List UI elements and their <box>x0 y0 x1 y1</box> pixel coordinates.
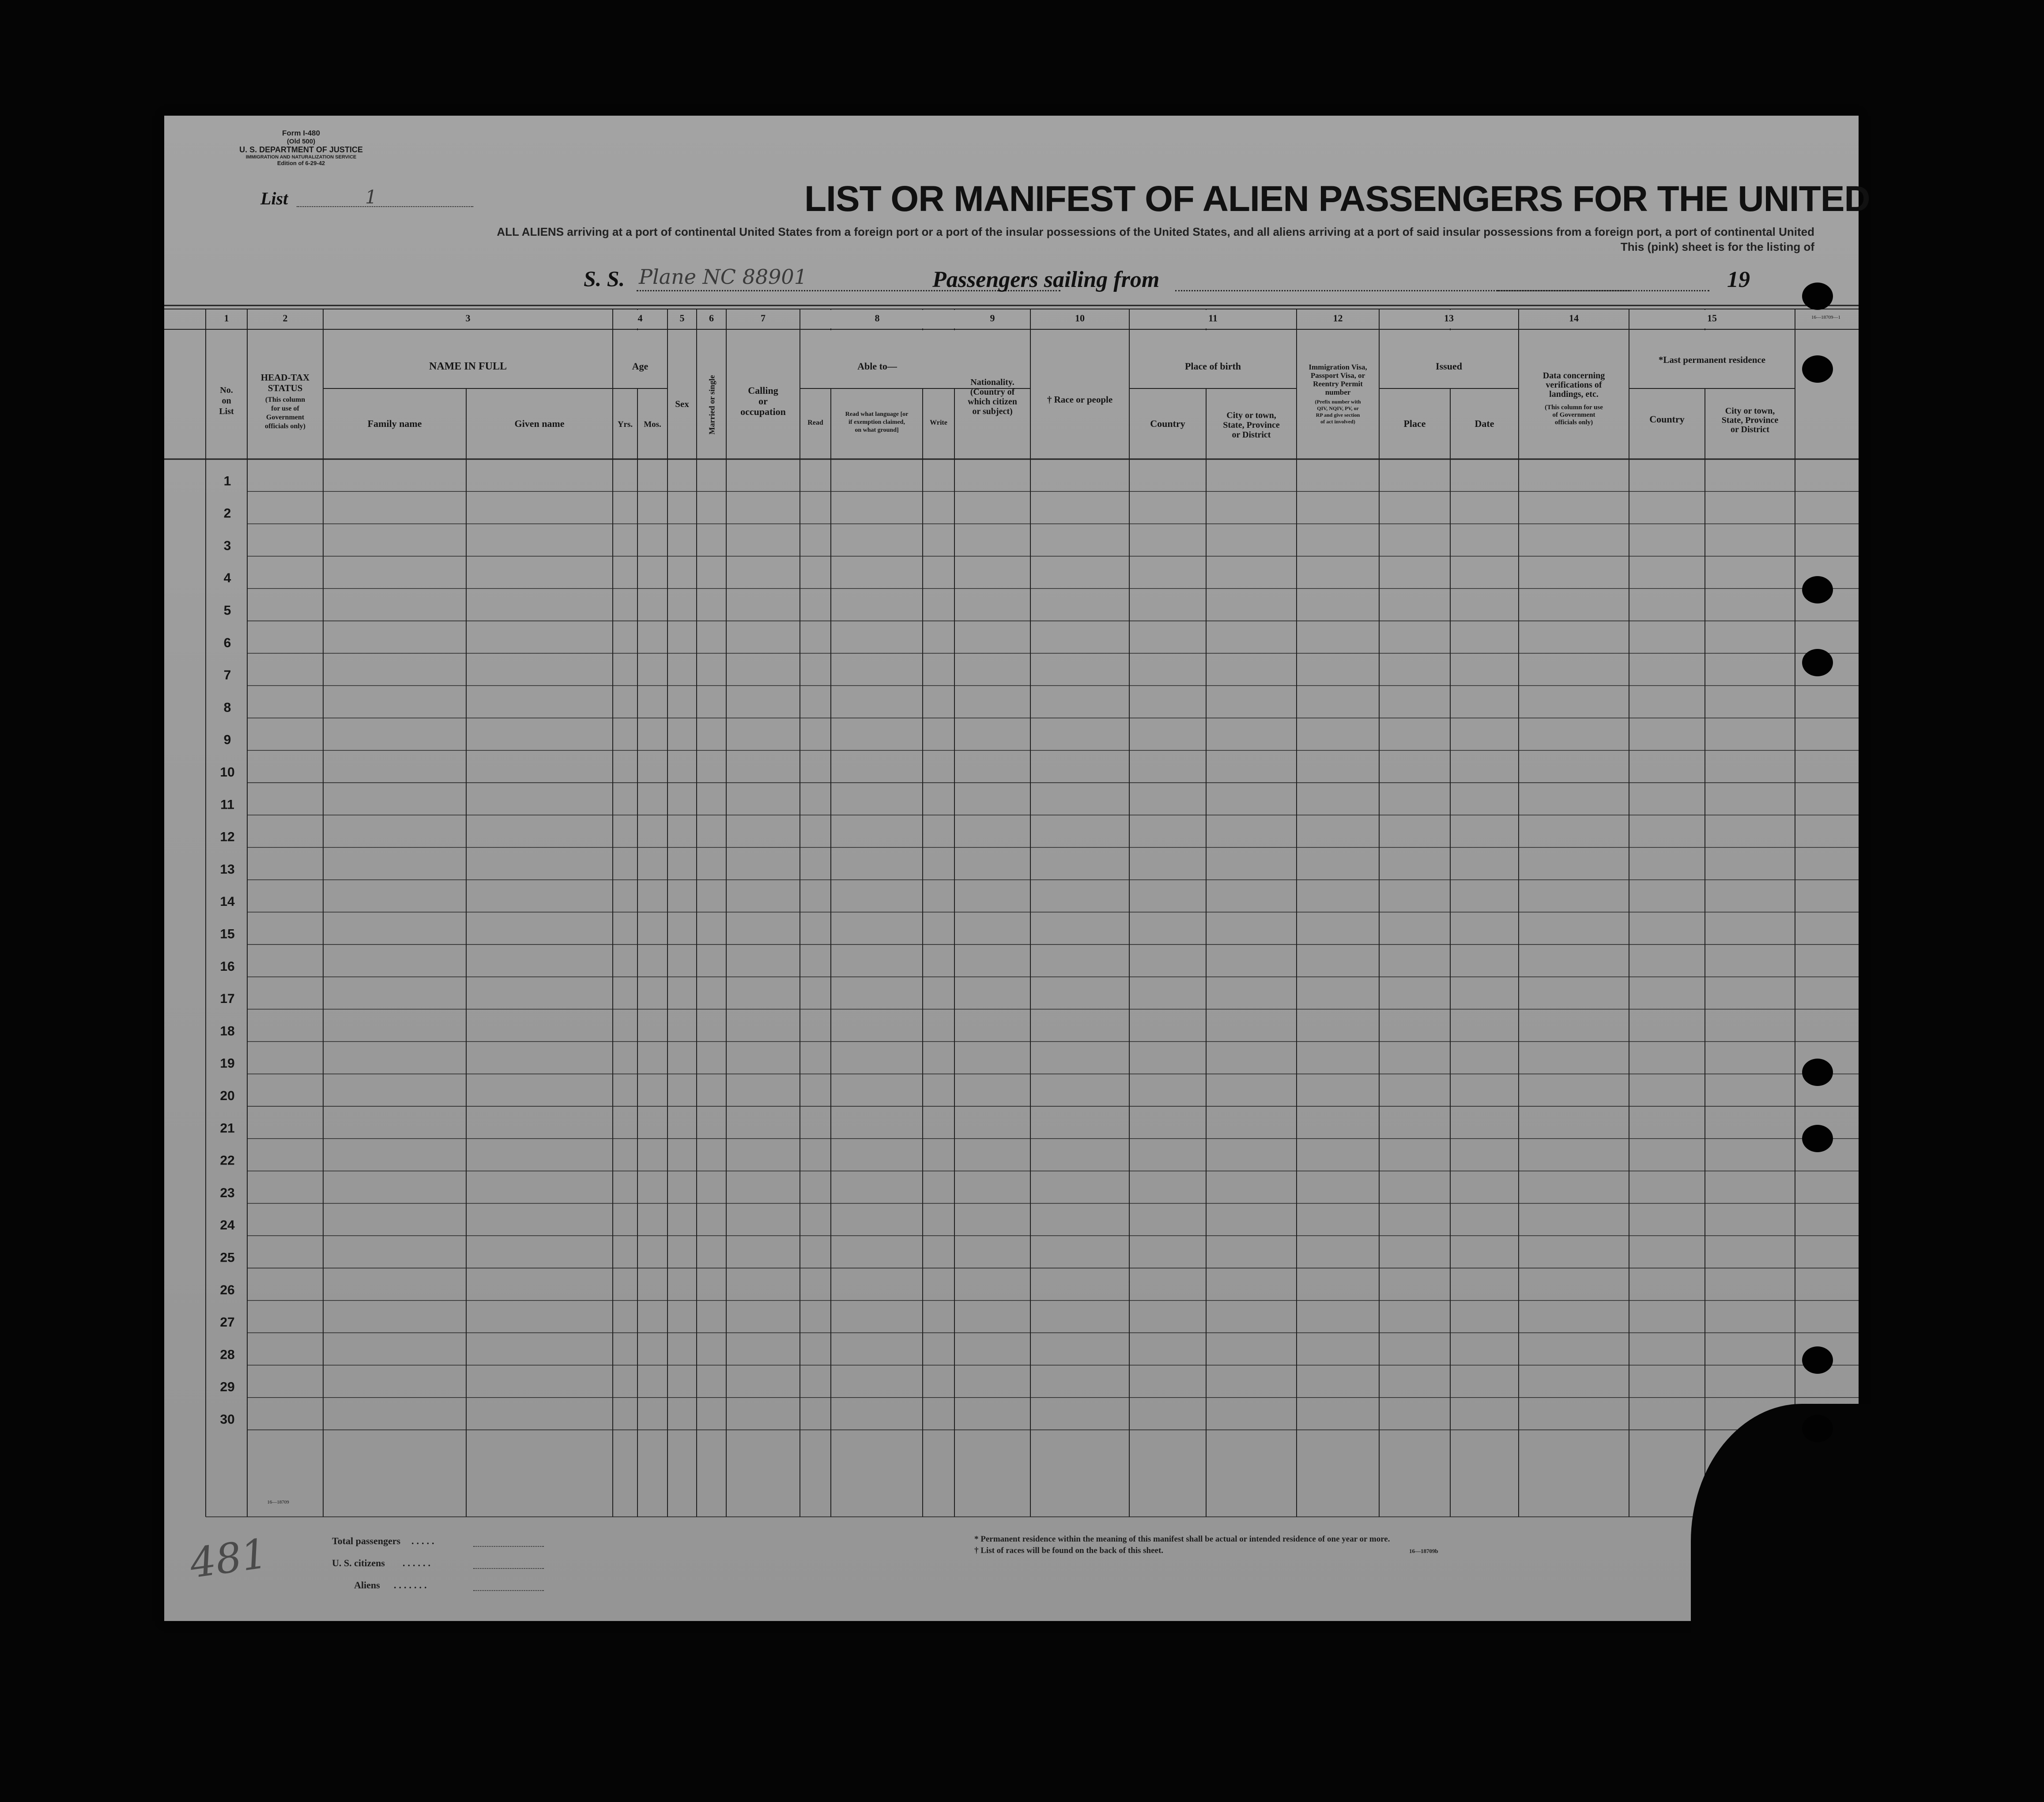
footnote-races: † List of races will be found on the back of this sheet. <box>974 1546 1164 1555</box>
form-number: Form I-480 <box>282 129 320 137</box>
us-citizens-dots: ...... <box>403 1557 433 1568</box>
header-visa-line-3: Reentry Permit <box>1313 380 1363 388</box>
row-number: 11 <box>220 797 234 812</box>
us-citizens-label: U. S. citizens <box>332 1557 385 1568</box>
header-nationality-line-2: (Country of <box>970 387 1015 397</box>
row-number: 30 <box>220 1412 235 1427</box>
row-number: 20 <box>220 1089 235 1103</box>
group-header-cell <box>1130 330 1296 388</box>
header-birth-country: Country <box>1150 418 1185 429</box>
punch-hole-3 <box>1802 576 1833 603</box>
header-birth-city-line-3: or District <box>1232 430 1271 440</box>
column-number-4: 4 <box>637 313 643 324</box>
row-number: 23 <box>220 1185 235 1200</box>
header-last-residence: *Last permanent residence <box>1658 354 1766 365</box>
header-birth-city-line-1: City or town, <box>1226 411 1276 420</box>
column-number-6: 6 <box>709 313 714 324</box>
row-number: 1 <box>223 474 231 489</box>
row-number: 24 <box>220 1218 235 1233</box>
header-visa-note-line-1: (Prefix number with <box>1315 399 1361 405</box>
header-given-name: Given name <box>514 418 565 429</box>
header-visa-line-1: Immigration Visa, <box>1309 363 1367 371</box>
row-number: 4 <box>223 571 231 586</box>
header-verifications-line-1: Data concerning <box>1542 371 1605 381</box>
total-passengers-label: Total passengers <box>332 1535 401 1546</box>
column-number-7: 7 <box>761 313 766 324</box>
row-number: 29 <box>220 1380 235 1395</box>
list-number-value: 1 <box>365 186 377 208</box>
header-calling-line-2: or <box>758 396 768 407</box>
column-number-5: 5 <box>679 313 685 324</box>
ship-prefix: S. S. <box>584 266 625 291</box>
punch-hole-2 <box>1802 355 1833 383</box>
form-old-number: (Old 500) <box>287 138 316 145</box>
column-number-12: 12 <box>1333 313 1343 324</box>
header-family-name: Family name <box>367 418 422 429</box>
header-place-of-birth: Place of birth <box>1184 361 1241 372</box>
subtitle-line-1: ALL ALIENS arriving at a port of continental United States from a foreign port or a port of the insular possessions of the United States, and all aliens arriving at a port of said insular possessions from a foreign port, a port of continental United <box>497 225 1814 238</box>
header-age-years: Yrs. <box>617 420 633 429</box>
header-no-on-list-line-3: List <box>219 407 234 416</box>
header-nationality-line-1: Nationality. <box>970 377 1014 387</box>
header-read: Read <box>807 419 823 426</box>
row-number: 8 <box>223 700 231 715</box>
aliens-label: Aliens <box>354 1580 380 1591</box>
column-number-2: 2 <box>283 313 288 324</box>
row-number: 3 <box>223 538 231 553</box>
row-number: 21 <box>220 1121 235 1136</box>
header-verifications-note-line-3: officials only) <box>1554 419 1593 426</box>
punch-hole-7 <box>1802 1346 1833 1374</box>
row-number: 19 <box>220 1056 235 1071</box>
punch-hole-4 <box>1802 649 1833 676</box>
header-residence-city-line-2: State, Province <box>1721 415 1779 425</box>
header-issued-date: Date <box>1475 418 1494 429</box>
header-calling-line-1: Calling <box>748 385 778 396</box>
row-number: 27 <box>220 1315 235 1330</box>
total-passengers-dots: ..... <box>411 1535 437 1546</box>
column-number-13: 13 <box>1444 313 1454 324</box>
header-residence-city-line-1: City or town, <box>1725 406 1775 416</box>
punch-hole-1 <box>1802 283 1833 310</box>
row-number: 26 <box>220 1282 235 1297</box>
header-head-tax-note-line-2: for use of <box>271 405 299 412</box>
column-number-cell <box>801 310 1030 328</box>
header-no-on-list-line-2: on <box>222 396 231 406</box>
list-label: List <box>260 188 288 208</box>
column-number-3: 3 <box>465 313 471 324</box>
row-number: 15 <box>220 927 235 942</box>
header-birth-city-line-2: State, Province <box>1223 420 1280 430</box>
sailing-from-label: Passengers sailing from <box>932 267 1160 292</box>
header-residence-country: Country <box>1649 414 1685 425</box>
header-verifications-note-line-1: (This column for use <box>1545 404 1603 411</box>
header-married-single: Married or single <box>707 375 717 435</box>
row-number: 22 <box>220 1153 235 1168</box>
service-name: IMMIGRATION AND NATURALIZATION SERVICE <box>245 155 357 160</box>
row-number: 17 <box>220 991 235 1007</box>
row-number: 5 <box>223 603 231 618</box>
header-read-language-line-1: Read what language [or <box>845 411 909 418</box>
header-age-months: Mos. <box>644 420 661 429</box>
column-number-14: 14 <box>1569 313 1579 324</box>
column-number-10: 10 <box>1075 313 1085 324</box>
header-write: Write <box>930 419 947 426</box>
manifest-table <box>164 116 1859 1621</box>
header-race: † Race or people <box>1047 394 1113 405</box>
manifest-sheet <box>164 116 1870 1621</box>
row-number: 25 <box>220 1250 235 1265</box>
header-issued: Issued <box>1436 361 1462 372</box>
page-title: LIST OR MANIFEST OF ALIEN PASSENGERS FOR THE UNITED <box>804 179 1870 219</box>
print-code-bottom: 16—18709 <box>267 1500 289 1505</box>
header-able-to: Able to— <box>857 361 897 372</box>
print-code-top: 16—18709—1 <box>1811 315 1840 320</box>
row-number: 7 <box>223 668 231 683</box>
header-verifications-line-3: landings, etc. <box>1549 389 1599 399</box>
header-head-tax-note-line-4: officials only) <box>265 422 305 430</box>
group-header-cell <box>1380 330 1518 388</box>
header-issued-place: Place <box>1403 418 1426 429</box>
margin-annotation: 481 <box>187 1530 271 1587</box>
header-verifications-line-2: verifications of <box>1546 380 1602 390</box>
ship-name: Plane NC 88901 <box>639 265 807 289</box>
header-age: Age <box>632 361 649 372</box>
punch-hole-6 <box>1802 1125 1833 1152</box>
header-head-tax-line-1: HEAD-TAX <box>260 372 310 383</box>
punch-hole-5 <box>1802 1059 1833 1086</box>
header-read-language-line-3: on what ground] <box>855 427 899 434</box>
sailing-year-label: 19 <box>1727 267 1750 292</box>
header-name-in-full: NAME IN FULL <box>429 361 507 372</box>
header-head-tax-note-line-3: Government <box>266 414 305 421</box>
row-number: 2 <box>223 506 231 521</box>
column-number-15: 15 <box>1707 313 1717 324</box>
group-header-cell <box>614 330 667 388</box>
row-number: 13 <box>220 862 235 877</box>
header-nationality-line-4: or subject) <box>972 407 1013 416</box>
form-edition: Edition of 6-29-42 <box>277 160 325 166</box>
header-nationality-line-3: which citizen <box>968 397 1017 407</box>
aliens-dots: ....... <box>394 1580 430 1591</box>
header-head-tax-note-line-1: (This column <box>265 396 305 403</box>
header-visa-line-2: Passport Visa, or <box>1310 371 1365 380</box>
header-verifications-note-line-2: of Government <box>1552 411 1595 418</box>
header-calling-line-3: occupation <box>740 406 786 417</box>
header-visa-note-line-2: QIV, NQIV, PV, or <box>1317 405 1359 411</box>
row-number: 14 <box>220 894 235 909</box>
row-number: 6 <box>223 635 231 650</box>
header-sex: Sex <box>675 399 689 409</box>
row-number: 12 <box>220 829 235 844</box>
footnote-residence: * Permanent residence within the meaning of this manifest shall be actual or intended residence of one year or more. <box>974 1534 1390 1544</box>
row-number: 28 <box>220 1347 235 1362</box>
subtitle-line-2: This (pink) sheet is for the listing of <box>1620 240 1814 253</box>
header-visa-note-line-3: RP and give section <box>1316 412 1360 418</box>
department-name: U. S. DEPARTMENT OF JUSTICE <box>239 145 363 154</box>
column-number-8: 8 <box>875 313 880 324</box>
header-head-tax-line-2: STATUS <box>268 383 303 393</box>
column-number-9: 9 <box>990 313 995 324</box>
row-number: 9 <box>223 732 231 747</box>
row-number: 16 <box>220 959 235 974</box>
row-number: 10 <box>220 765 235 780</box>
header-residence-city-line-3: or District <box>1731 425 1769 434</box>
column-number-1: 1 <box>224 313 229 324</box>
header-visa-note-line-4: of act involved) <box>1320 418 1355 425</box>
footnote-print-code: 16—18709b <box>1409 1548 1438 1554</box>
header-visa-line-4: number <box>1325 388 1351 396</box>
header-read-language-line-2: if exemption claimed, <box>849 419 905 426</box>
row-number: 18 <box>220 1024 235 1039</box>
column-number-11: 11 <box>1208 313 1218 324</box>
header-no-on-list-line-1: No. <box>220 385 233 395</box>
punch-hole-8 <box>1802 1415 1833 1442</box>
group-header-cell <box>324 330 612 388</box>
